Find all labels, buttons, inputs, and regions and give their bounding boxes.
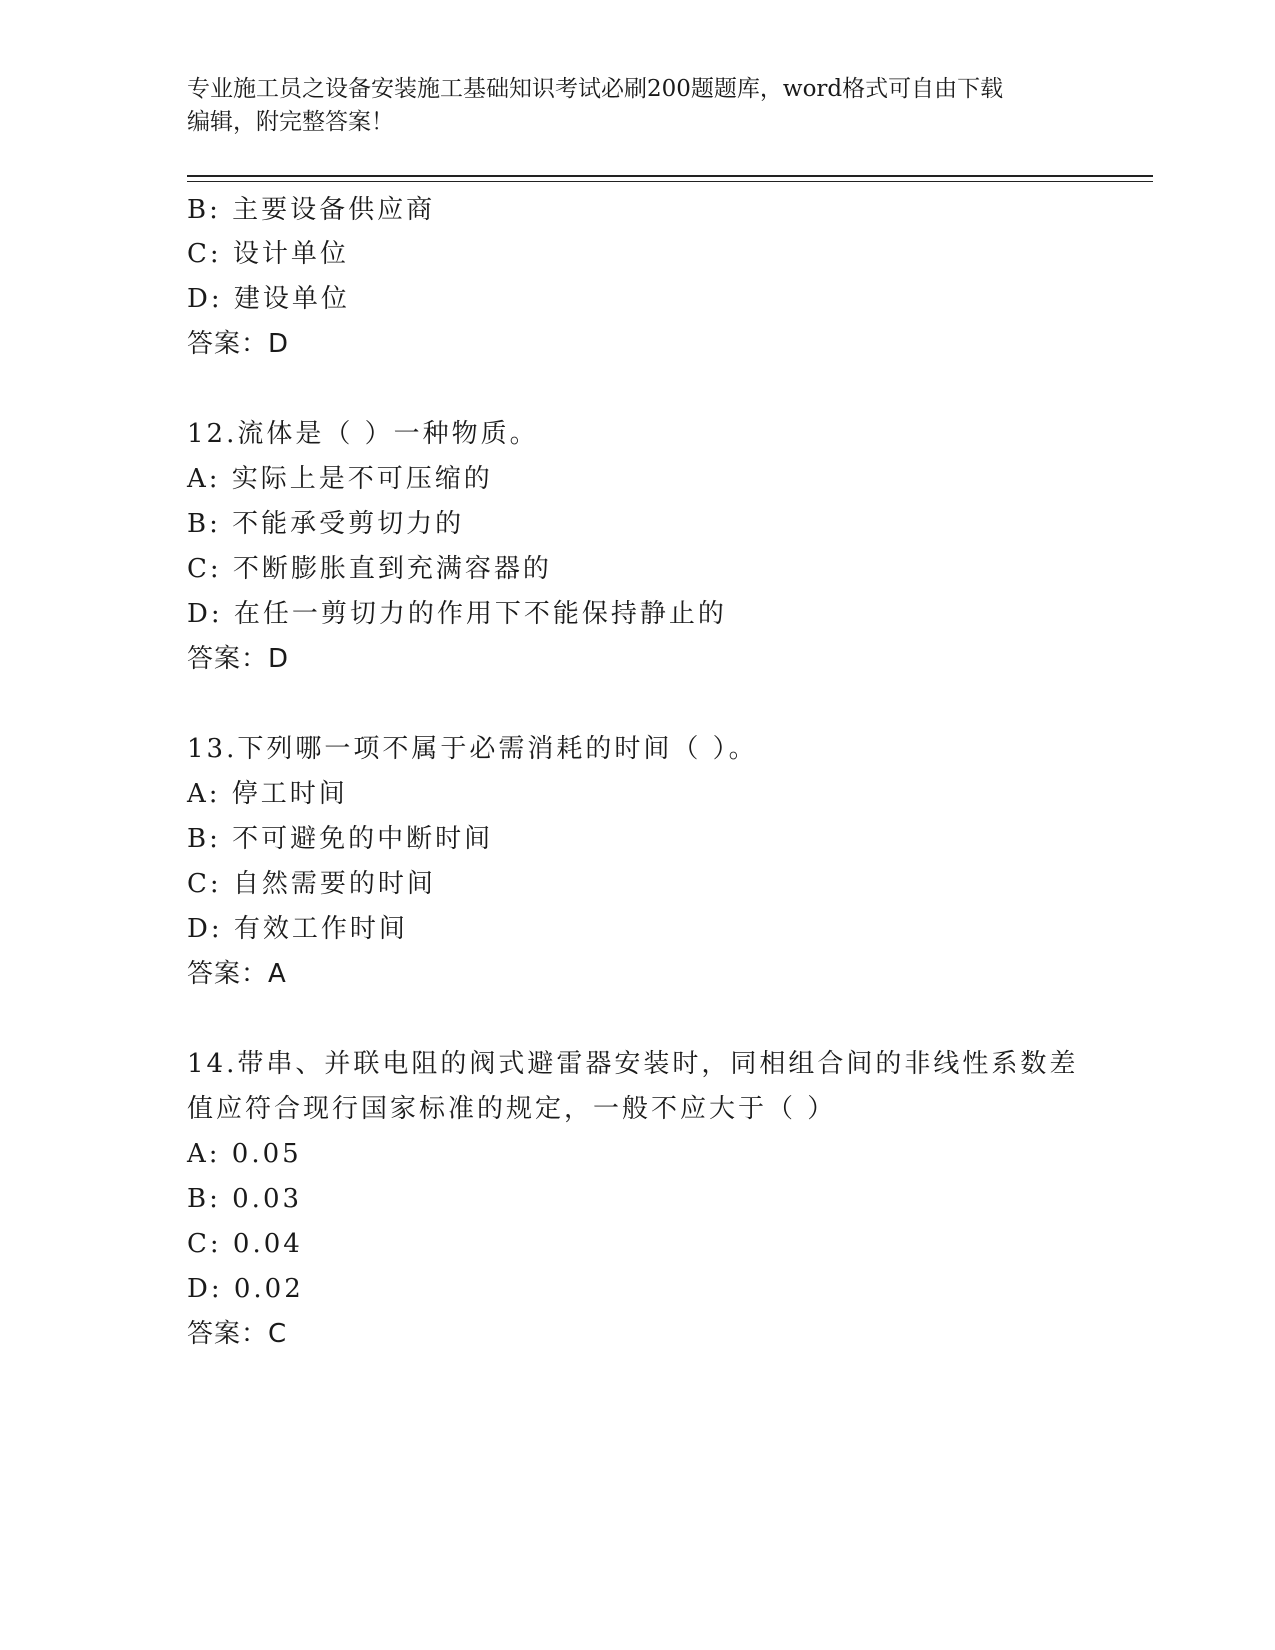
q14-option-a: A: 0.05 [187, 1139, 302, 1169]
q14-option-c: C: 0.04 [187, 1229, 303, 1259]
q13-option-d: D: 有效工作时间 [187, 914, 408, 944]
document-header-line-2: 编辑，附完整答案！ [187, 109, 394, 135]
q11-option-d: D: 建设单位 [187, 284, 350, 314]
q14-answer: 答案：C [187, 1319, 288, 1349]
q13-option-c: C: 自然需要的时间 [187, 869, 436, 899]
q13-answer: 答案：A [187, 959, 287, 989]
q11-option-c: C: 设计单位 [187, 239, 349, 269]
q11-answer: 答案：D [187, 329, 290, 359]
q13-option-a: A: 停工时间 [187, 779, 348, 809]
q14-option-b: B: 0.03 [187, 1184, 303, 1214]
q11-option-b: B: 主要设备供应商 [187, 195, 436, 225]
q12-option-d: D: 在任一剪切力的作用下不能保持静止的 [187, 599, 727, 629]
header-divider-thick [187, 175, 1153, 177]
q12-stem: 12.流体是（ ）一种物质。 [187, 419, 539, 449]
q12-option-a: A: 实际上是不可压缩的 [187, 464, 493, 494]
q13-option-b: B: 不可避免的中断时间 [187, 824, 494, 854]
q14-option-d: D: 0.02 [187, 1274, 304, 1304]
q14-stem-line-2: 值应符合现行国家标准的规定，一般不应大于（ ） [187, 1094, 837, 1124]
document-header-line-1: 专业施工员之设备安装施工基础知识考试必刷200题题库，word格式可自由下载 [187, 76, 1004, 102]
header-divider-thin [187, 181, 1153, 182]
q12-answer: 答案：D [187, 644, 290, 674]
q14-stem-line-1: 14.带串、并联电阻的阀式避雷器安装时，同相组合间的非线性系数差 [187, 1049, 1079, 1079]
q12-option-b: B: 不能承受剪切力的 [187, 509, 465, 539]
q13-stem: 13.下列哪一项不属于必需消耗的时间（ ）。 [187, 734, 758, 764]
q12-option-c: C: 不断膨胀直到充满容器的 [187, 554, 552, 584]
